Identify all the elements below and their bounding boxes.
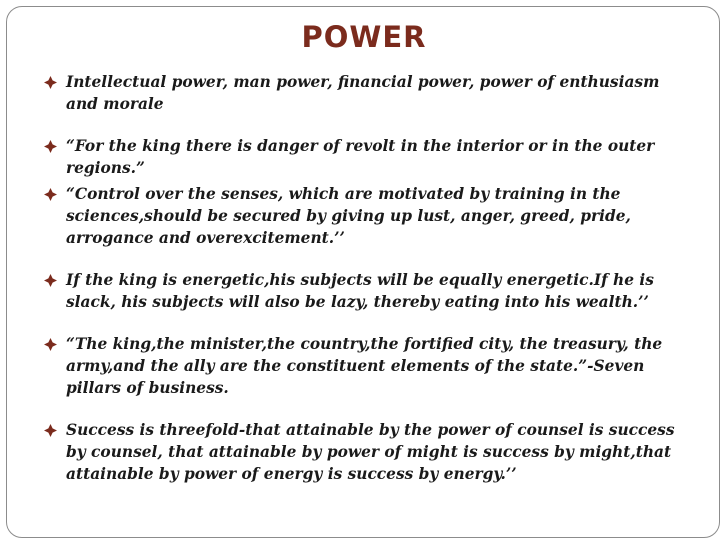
diamond-bullet-icon xyxy=(44,274,57,287)
bullet-item xyxy=(44,419,692,485)
bullet-text: “The king,the minister,the country,the fortified city, the treasury, the army,and the ally are the constituent elements of the state.”-Seven pillars of business. xyxy=(66,335,663,397)
bullet-text: “Control over the senses, which are motivated by training in the sciences,should be secured by giving up lust, anger, greed, pride, arrogance and overexcitement.’’ xyxy=(66,185,631,247)
diamond-bullet-icon xyxy=(44,140,57,153)
bullet-item xyxy=(44,135,692,179)
bullet-text: If the king is energetic,his subjects will be equally energetic.If he is slack, his subjects will also be lazy, thereby eating into his wealth.’’ xyxy=(66,271,654,311)
diamond-bullet-icon xyxy=(44,188,57,201)
bullet-item xyxy=(44,71,692,115)
bullet-item xyxy=(44,183,692,249)
diamond-bullet-icon xyxy=(44,76,57,89)
bullet-list xyxy=(44,71,692,485)
bullet-text: Success is threefold-that attainable by the power of counsel is success by counsel, that attainable by power of might is success by might,that attainable by power of energy is success by energy.’’ xyxy=(66,421,675,483)
diamond-bullet-icon xyxy=(44,424,57,437)
bullet-text: “For the king there is danger of revolt in the interior or in the outer regions.” xyxy=(66,137,655,177)
slide-title: POWER xyxy=(301,20,427,54)
diamond-bullet-icon xyxy=(44,338,57,351)
bullet-item xyxy=(44,333,692,399)
bullet-item xyxy=(44,269,692,313)
bullet-text: Intellectual power, man power, financial power, power of enthusiasm and morale xyxy=(66,73,660,113)
